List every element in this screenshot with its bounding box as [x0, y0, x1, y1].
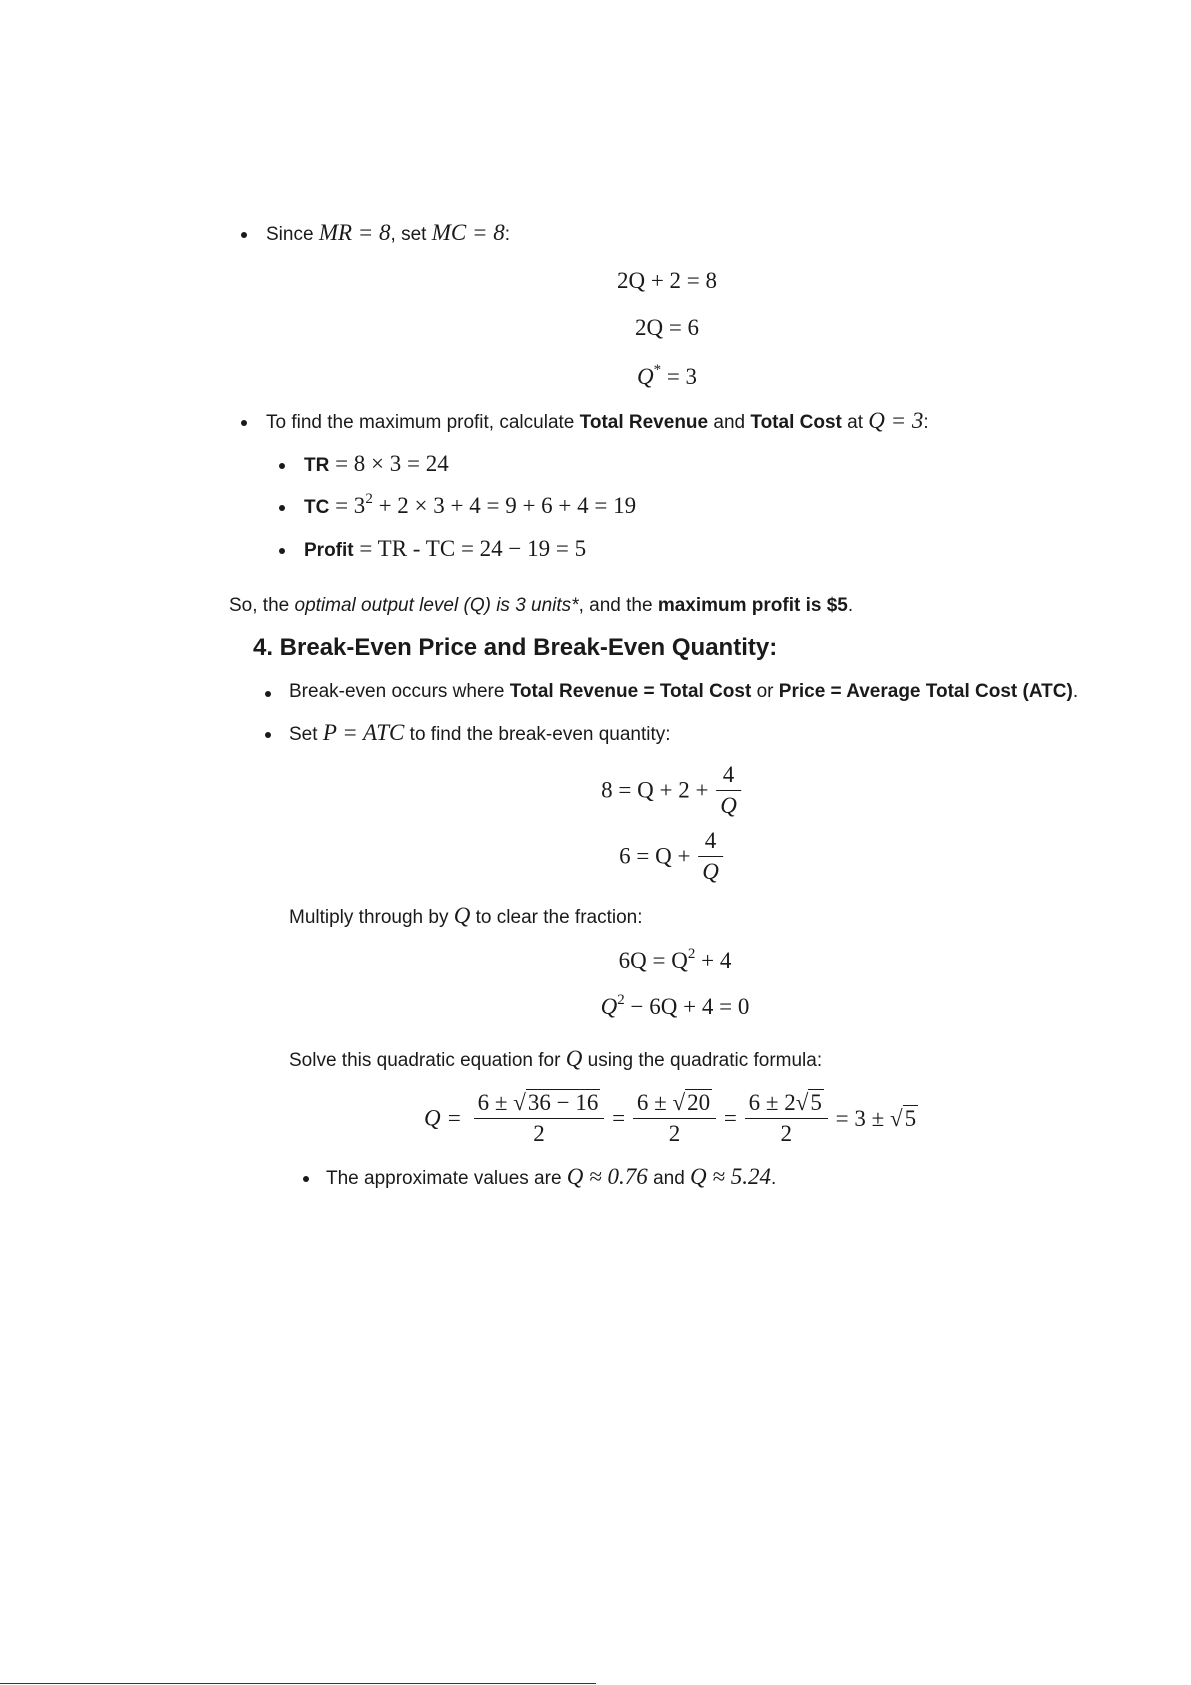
- sqrt: √5: [795, 1090, 822, 1115]
- equation-quadratic: $Q^2 - 6Q + 4 = 0$: [600, 992, 750, 1019]
- footnote-divider: [0, 1683, 596, 1684]
- equation-6-eq-q-4q: 6 = Q + $\frac{4}{Q}$: [619, 828, 725, 885]
- fraction: $\frac{6 \pm √20}{2}$: [633, 1090, 716, 1147]
- fraction: $\frac{4}{Q}$: [698, 828, 723, 885]
- math-mc: MC = 8: [431, 220, 505, 245]
- bullet-break-even-occurs: Break-even occurs where Total Revenue = Total Cost or Price = Average Total Cost (ATC).: [289, 681, 1079, 702]
- math-mr: MR = 8: [318, 220, 391, 245]
- sub-bullet-tr: TR = 8 × 3 = 24: [304, 451, 449, 476]
- bullet-since-mr: Since MR = 8, set MC = 8:: [266, 220, 511, 245]
- sub-bullet-dot: [279, 505, 285, 511]
- equation-8-eq-q-2-4q: 8 = Q + 2 + $\frac{4}{Q}$: [601, 762, 743, 819]
- sub-bullet-dot: [279, 463, 285, 469]
- sub-bullet-profit: Profit = TR - TC = 24 − 19 = 5: [304, 536, 587, 561]
- section-heading: 4. Break-Even Price and Break-Even Quantity:: [253, 634, 778, 661]
- summary-line: So, the optimal output level (Q) is 3 units*, and the maximum profit is $5.: [229, 595, 854, 616]
- multiply-through-text: Multiply through by Q to clear the fraction:: [289, 903, 643, 928]
- quadratic-formula: Q = $\frac{6 \pm √36 - 16}{2}$ = $\frac{6 \pm √20}{2}$ = $\frac{6 \pm 2√5}{2}$ = 3 ± √5: [424, 1090, 917, 1146]
- bullet-set-p-atc: Set P = ATC to find the break-even quantity:: [289, 720, 671, 745]
- bullet-max-profit: To find the maximum profit, calculate Total Revenue and Total Cost at Q = 3:: [266, 408, 929, 433]
- sub-bullet-dot: [303, 1176, 309, 1182]
- sqrt: √20: [672, 1090, 711, 1115]
- bullet-dot: [241, 420, 247, 426]
- bullet-dot: [265, 732, 271, 738]
- bullet-dot: [241, 232, 247, 238]
- sub-bullet-dot: [279, 548, 285, 554]
- fraction: $\frac{4}{Q}$: [716, 762, 741, 819]
- solve-quadratic-text: Solve this quadratic equation for Q using the quadratic formula:: [289, 1046, 823, 1071]
- bullet-dot: [265, 691, 271, 697]
- sqrt: √36 − 16: [513, 1090, 599, 1115]
- equation-6q-eq-q2-4: $6Q = Q^2 + 4$: [618, 946, 732, 973]
- sub-bullet-tc: TC = $3^2 + 2 \times 3 + 4 = 9 + 6 + 4 = 19$: [304, 491, 637, 518]
- equation-2q-eq-6: 2Q = 6: [634, 315, 700, 340]
- fraction: $\frac{6 \pm √36 - 16}{2}$: [474, 1090, 605, 1147]
- fraction: $\frac{6 \pm 2√5}{2}$: [745, 1090, 828, 1147]
- equation-q-star: Q* = 3: [636, 362, 698, 389]
- equation-2q-plus-2: 2Q + 2 = 8: [616, 268, 718, 293]
- approx-values: The approximate values are Q ≈ 0.76 and Q ≈ 5.24.: [326, 1164, 777, 1189]
- sqrt: √5: [889, 1105, 917, 1131]
